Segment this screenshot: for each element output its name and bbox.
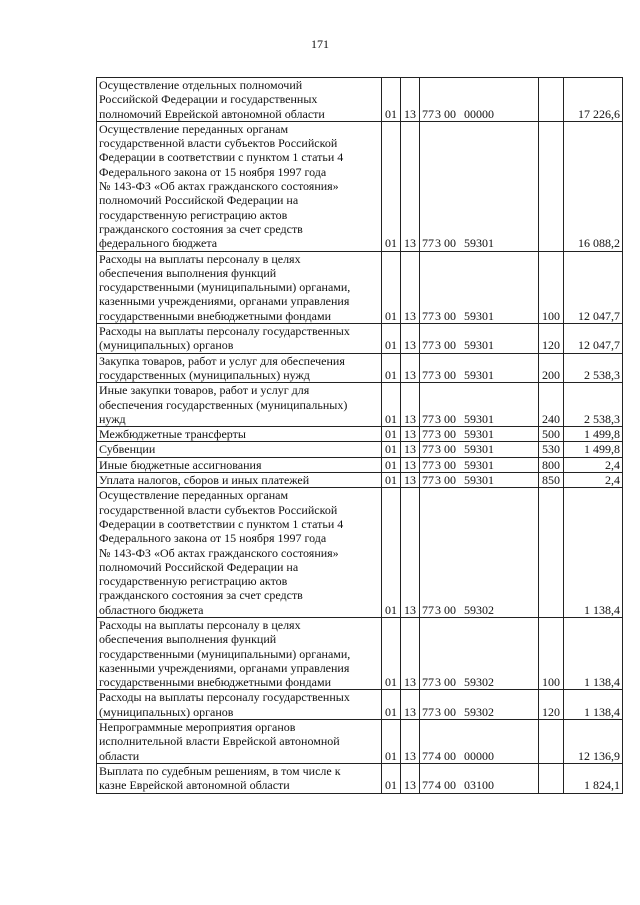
section-code-cell: 01 (382, 427, 401, 442)
target-article-cell (420, 442, 539, 457)
target-article-segment: 00 (444, 308, 456, 323)
target-article-segment: 3 (435, 602, 441, 617)
item-name-cell (97, 121, 382, 251)
budget-table-body (97, 78, 623, 794)
amount-cell: 12 047,7 (564, 324, 623, 354)
amount-cell: 12 136,9 (564, 720, 623, 764)
section-code-cell: 01 (382, 251, 401, 323)
item-name-cell (97, 690, 382, 720)
item-name-cell (97, 324, 382, 354)
item-name-line: обеспечения выполнения функций (99, 265, 277, 280)
target-article-segment: 77 (422, 367, 434, 382)
target-article-segment: 00 (444, 106, 456, 121)
target-article-segment: 77 (422, 602, 434, 617)
section-code-cell: 01 (382, 488, 401, 618)
item-name-line: Расходы на выплаты персоналу в целях (99, 251, 301, 266)
expense-type-cell: 120 (539, 690, 564, 720)
item-name-line: государственными внебюджетными фондами (99, 308, 332, 323)
item-name-line: государственной власти субъектов Российской (99, 136, 338, 151)
target-article-segment: 00 (444, 236, 456, 251)
item-name-line: государственными внебюджетными фондами (99, 675, 332, 690)
target-article-cell (420, 720, 539, 764)
table-row (97, 353, 623, 383)
item-name-line: государственных (муниципальных) нужд (99, 367, 310, 382)
section-code-cell: 01 (382, 617, 401, 689)
target-article-segment: 00 (444, 411, 456, 426)
target-article-segment: 77 (422, 236, 434, 251)
subsection-code-cell: 13 (401, 251, 420, 323)
target-article-segment: 00 (444, 675, 456, 690)
amount-cell: 1 138,4 (564, 488, 623, 618)
amount-cell: 17 226,6 (564, 78, 623, 122)
section-code-cell: 01 (382, 763, 401, 793)
target-article-segment: 3 (435, 338, 441, 353)
table-row (97, 427, 623, 442)
section-code-cell: 01 (382, 121, 401, 251)
subsection-code-cell: 13 (401, 763, 420, 793)
item-name-line: Российской Федерации и государственных (99, 92, 318, 107)
item-name-line: Расходы на выплаты персоналу в целях (99, 617, 301, 632)
target-article-segment: 77 (422, 704, 434, 719)
expense-type-cell: 240 (539, 383, 564, 427)
target-article-segment: 4 (435, 748, 441, 763)
target-article-cell (420, 353, 539, 383)
item-name-line: нужд (99, 411, 126, 426)
item-name-line: полномочий Еврейской автономной области (99, 106, 325, 121)
subsection-code-cell: 13 (401, 473, 420, 488)
item-name-line: обеспечения государственных (муниципальных) (99, 397, 348, 412)
target-article-cell (420, 457, 539, 472)
target-article-cell (420, 383, 539, 427)
target-article-segment: 00 (444, 704, 456, 719)
target-article-segment: 00 (444, 457, 456, 472)
item-name-line: Иные бюджетные ассигнования (99, 457, 262, 472)
target-article-segment: 3 (435, 704, 441, 719)
target-article-cell (420, 427, 539, 442)
item-name-line: федерального бюджета (99, 236, 218, 251)
page-number: 171 (311, 37, 329, 51)
item-name-line: областного бюджета (99, 602, 204, 617)
target-article-segment: 3 (435, 106, 441, 121)
table-row (97, 251, 623, 323)
target-article-segment: 3 (435, 457, 441, 472)
expense-type-cell: 100 (539, 251, 564, 323)
target-article-segment: 3 (435, 236, 441, 251)
expense-type-cell: 530 (539, 442, 564, 457)
target-article-segment: 3 (435, 411, 441, 426)
target-article-cell (420, 473, 539, 488)
target-article-segment: 3 (435, 427, 441, 442)
target-article-cell (420, 121, 539, 251)
item-name-cell (97, 617, 382, 689)
target-article-segment: 59301 (464, 457, 494, 472)
amount-cell: 1 499,8 (564, 442, 623, 457)
target-article-segment: 59301 (464, 367, 494, 382)
item-name-cell (97, 353, 382, 383)
section-code-cell: 01 (382, 457, 401, 472)
item-name-line: исполнительной власти Еврейской автономной (99, 734, 340, 749)
target-article-segment: 00 (444, 367, 456, 382)
target-article-segment: 3 (435, 675, 441, 690)
table-row (97, 617, 623, 689)
table-row (97, 488, 623, 618)
target-article-cell (420, 251, 539, 323)
section-code-cell: 01 (382, 353, 401, 383)
item-name-line: государственную регистрацию актов (99, 207, 288, 222)
expense-type-cell: 120 (539, 324, 564, 354)
item-name-line: государственными (муниципальными) органами, (99, 280, 351, 295)
item-name-cell (97, 488, 382, 618)
item-name-cell (97, 442, 382, 457)
target-article-segment: 03100 (464, 778, 494, 793)
item-name-cell (97, 720, 382, 764)
target-article-segment: 00 (444, 427, 456, 442)
amount-cell: 12 047,7 (564, 251, 623, 323)
item-name-line: Субвенции (99, 442, 156, 457)
item-name-line: обеспечения выполнения функций (99, 632, 277, 647)
subsection-code-cell: 13 (401, 383, 420, 427)
target-article-segment: 00 (444, 338, 456, 353)
target-article-segment: 3 (435, 473, 441, 488)
section-code-cell: 01 (382, 383, 401, 427)
target-article-segment: 59302 (464, 602, 494, 617)
item-name-line: казенными учреждениями, органами управления (99, 294, 350, 309)
item-name-cell (97, 251, 382, 323)
table-row (97, 324, 623, 354)
amount-cell: 16 088,2 (564, 121, 623, 251)
target-article-cell (420, 690, 539, 720)
subsection-code-cell: 13 (401, 121, 420, 251)
item-name-line: (муниципальных) органов (99, 704, 234, 719)
table-row (97, 383, 623, 427)
item-name-line: Осуществление переданных органам (99, 121, 289, 136)
expense-type-cell (539, 78, 564, 122)
subsection-code-cell: 13 (401, 457, 420, 472)
subsection-code-cell: 13 (401, 442, 420, 457)
subsection-code-cell: 13 (401, 427, 420, 442)
item-name-line: Федерации в соответствии с пунктом 1 статьи 4 (99, 150, 344, 165)
target-article-segment: 77 (422, 748, 434, 763)
expense-type-cell (539, 488, 564, 618)
section-code-cell: 01 (382, 442, 401, 457)
expense-type-cell: 500 (539, 427, 564, 442)
target-article-segment: 59301 (464, 338, 494, 353)
target-article-segment: 00000 (464, 748, 494, 763)
target-article-segment: 77 (422, 427, 434, 442)
item-name-line: Федерации в соответствии с пунктом 1 статьи 4 (99, 516, 344, 531)
item-name-cell (97, 427, 382, 442)
target-article-segment: 3 (435, 308, 441, 323)
item-name-line: Непрограммные мероприятия органов (99, 720, 296, 735)
item-name-cell (97, 457, 382, 472)
item-name-line: Межбюджетные трансферты (99, 427, 246, 442)
target-article-segment: 77 (422, 106, 434, 121)
subsection-code-cell: 13 (401, 353, 420, 383)
target-article-segment: 77 (422, 675, 434, 690)
amount-cell: 2,4 (564, 457, 623, 472)
target-article-segment: 59302 (464, 675, 494, 690)
subsection-code-cell: 13 (401, 617, 420, 689)
expense-type-cell: 800 (539, 457, 564, 472)
item-name-line: № 143-ФЗ «Об актах гражданского состояния» (99, 179, 339, 194)
expense-type-cell: 100 (539, 617, 564, 689)
item-name-line: полномочий Российской Федерации на (99, 193, 299, 208)
target-article-cell (420, 324, 539, 354)
section-code-cell: 01 (382, 720, 401, 764)
target-article-segment: 00000 (464, 106, 494, 121)
table-row (97, 473, 623, 488)
target-article-segment: 77 (422, 308, 434, 323)
item-name-line: казне Еврейской автономной области (99, 778, 290, 793)
table-row (97, 720, 623, 764)
target-article-segment: 00 (444, 748, 456, 763)
target-article-segment: 59301 (464, 236, 494, 251)
item-name-line: (муниципальных) органов (99, 338, 234, 353)
table-row (97, 442, 623, 457)
target-article-segment: 59302 (464, 704, 494, 719)
table-row (97, 763, 623, 793)
table-row (97, 121, 623, 251)
item-name-line: Уплата налогов, сборов и иных платежей (99, 473, 310, 488)
subsection-code-cell: 13 (401, 78, 420, 122)
amount-cell: 1 824,1 (564, 763, 623, 793)
section-code-cell: 01 (382, 473, 401, 488)
expense-type-cell (539, 763, 564, 793)
table-row (97, 457, 623, 472)
amount-cell: 2 538,3 (564, 353, 623, 383)
item-name-line: Расходы на выплаты персоналу государственных (99, 324, 350, 339)
item-name-line: Осуществление отдельных полномочий (99, 78, 303, 92)
item-name-line: Осуществление переданных органам (99, 488, 289, 503)
target-article-segment: 77 (422, 411, 434, 426)
item-name-line: гражданского состояния за счет средств (99, 221, 303, 236)
target-article-cell (420, 763, 539, 793)
target-article-segment: 00 (444, 442, 456, 457)
item-name-line: Федерального закона от 15 ноября 1997 года (99, 164, 327, 179)
item-name-line: Иные закупки товаров, работ и услуг для (99, 383, 310, 398)
section-code-cell: 01 (382, 78, 401, 122)
target-article-segment: 77 (422, 778, 434, 793)
amount-cell: 1 138,4 (564, 690, 623, 720)
target-article-segment: 3 (435, 367, 441, 382)
target-article-segment: 3 (435, 442, 441, 457)
target-article-segment: 77 (422, 457, 434, 472)
expense-type-cell (539, 720, 564, 764)
target-article-segment: 59301 (464, 411, 494, 426)
expense-type-cell: 200 (539, 353, 564, 383)
item-name-line: гражданского состояния за счет средств (99, 588, 303, 603)
amount-cell: 1 499,8 (564, 427, 623, 442)
subsection-code-cell: 13 (401, 690, 420, 720)
item-name-cell (97, 763, 382, 793)
item-name-line: Закупка товаров, работ и услуг для обеспечения (99, 353, 345, 368)
target-article-segment: 59301 (464, 473, 494, 488)
target-article-cell (420, 488, 539, 618)
item-name-cell (97, 383, 382, 427)
target-article-cell (420, 617, 539, 689)
section-code-cell: 01 (382, 690, 401, 720)
item-name-line: области (99, 748, 140, 763)
budget-table (96, 77, 623, 794)
item-name-line: государственной власти субъектов Российской (99, 502, 338, 517)
target-article-segment: 59301 (464, 442, 494, 457)
subsection-code-cell: 13 (401, 488, 420, 618)
expense-type-cell (539, 121, 564, 251)
amount-cell: 1 138,4 (564, 617, 623, 689)
target-article-segment: 00 (444, 602, 456, 617)
target-article-segment: 00 (444, 778, 456, 793)
target-article-segment: 77 (422, 442, 434, 457)
item-name-line: № 143-ФЗ «Об актах гражданского состояния» (99, 545, 339, 560)
table-row (97, 690, 623, 720)
item-name-line: Выплата по судебным решениям, в том числе к (99, 763, 341, 778)
section-code-cell: 01 (382, 324, 401, 354)
amount-cell: 2 538,3 (564, 383, 623, 427)
subsection-code-cell: 13 (401, 720, 420, 764)
item-name-cell (97, 78, 382, 122)
target-article-segment: 77 (422, 473, 434, 488)
item-name-line: государственными (муниципальными) органами, (99, 646, 351, 661)
item-name-cell (97, 473, 382, 488)
target-article-segment: 59301 (464, 308, 494, 323)
item-name-line: полномочий Российской Федерации на (99, 559, 299, 574)
target-article-segment: 77 (422, 338, 434, 353)
target-article-segment: 00 (444, 473, 456, 488)
target-article-segment: 59301 (464, 427, 494, 442)
amount-cell: 2,4 (564, 473, 623, 488)
table-row (97, 78, 623, 122)
expense-type-cell: 850 (539, 473, 564, 488)
target-article-segment: 4 (435, 778, 441, 793)
item-name-line: Расходы на выплаты персоналу государственных (99, 690, 350, 705)
target-article-cell (420, 78, 539, 122)
subsection-code-cell: 13 (401, 324, 420, 354)
item-name-line: Федерального закона от 15 ноября 1997 года (99, 531, 327, 546)
item-name-line: государственную регистрацию актов (99, 574, 288, 589)
item-name-line: казенными учреждениями, органами управления (99, 660, 350, 675)
